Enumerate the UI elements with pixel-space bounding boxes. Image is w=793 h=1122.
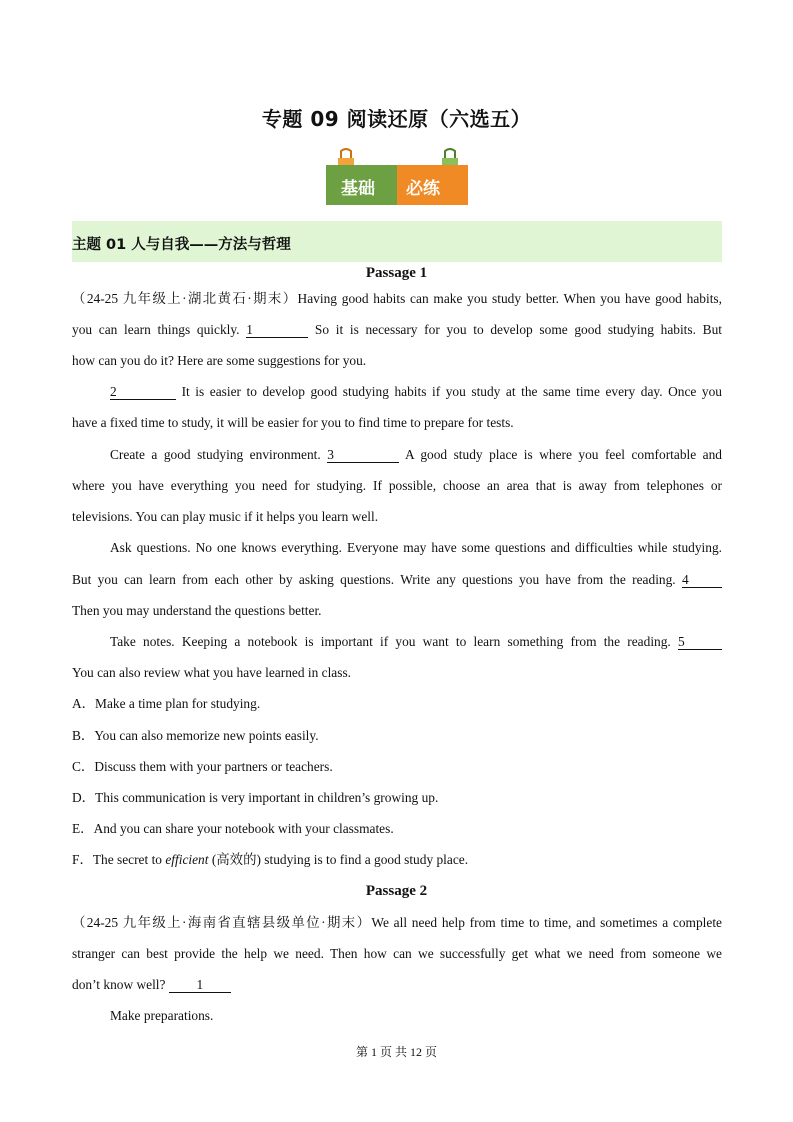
passage-1-line: Then you may understand the questions better. — [72, 603, 322, 618]
passage-1-line: how can you do it? Here are some suggestions for you. — [72, 353, 367, 368]
answer-blank[interactable]: 5 — [678, 634, 722, 650]
badge-left-label: 基础 — [341, 179, 375, 199]
page-footer: 第 1 页 共 12 页 — [355, 1045, 437, 1059]
passage-2-line: Make preparations. — [110, 1008, 214, 1023]
answer-blank[interactable]: 3 — [327, 447, 399, 463]
passage-1-line: you can learn things quickly. 1 So it is necessary for you to develop some good studying habits. But — [72, 322, 722, 337]
option-c: C．Discuss them with your partners or teachers. — [72, 759, 333, 774]
passage-1-line: Create a good studying environment. 3 A good study place is where you feel comfortable and — [110, 447, 722, 462]
option-e: E．And you can share your notebook with your classmates. — [72, 821, 394, 836]
passage-1-line: where you have everything you need for studying. If possible, choose an area that is away from telephones or — [72, 478, 722, 493]
option-f: F．The secret to efficient (高效的) studying is to find a good study place. — [72, 852, 469, 867]
passage-1-line: televisions. You can play music if it helps you learn well. — [72, 509, 379, 524]
passage-2-heading: Passage 2 — [365, 883, 428, 899]
passage-1-line: have a fixed time to study, it will be easier for you to find time to prepare for tests. — [72, 415, 514, 430]
passage-1-line: Ask questions. No one knows everything. Everyone may have some questions and difficulties while studying. — [110, 540, 722, 555]
passage-1-line: But you can learn from each other by asking questions. Write any questions you have from the reading. 4 — [72, 571, 722, 589]
answer-blank[interactable]: 2 — [110, 384, 176, 400]
option-b: B．You can also memorize new points easily. — [72, 728, 319, 743]
option-d: D．This communication is very important in children’s growing up. — [72, 790, 439, 805]
passage-2-line: stranger can best provide the help we need. Then how can we successfully get what we need from someone we — [72, 946, 722, 961]
page-title: 专题 09 阅读还原（六选五） — [261, 107, 532, 131]
passage-1-heading: Passage 1 — [365, 265, 428, 281]
section-badge — [326, 148, 468, 206]
option-a: A．Make a time plan for studying. — [72, 696, 261, 711]
passage-2-line: （24-25 九年级上·海南省直辖县级单位·期末）We all need help from time to time, and sometimes a complete — [72, 915, 722, 930]
badge-right-label: 必练 — [406, 179, 440, 199]
answer-blank[interactable]: 4 — [682, 572, 722, 588]
passage-1-line: Take notes. Keeping a notebook is important if you want to learn something from the reading. 5 — [110, 633, 722, 651]
passage-1-line: （24-25 九年级上·湖北黄石·期末）Having good habits can make you study better. When you have good habits, — [72, 291, 722, 306]
theme-title: 主题 01 人与自我——方法与哲理 — [72, 237, 291, 253]
passage-1-line: You can also review what you have learned in class. — [72, 665, 352, 680]
answer-blank[interactable]: 1 — [169, 977, 231, 993]
passage-1-line: 2 It is easier to develop good studying habits if you study at the same time every day. Once you — [110, 384, 722, 399]
answer-blank[interactable]: 1 — [246, 322, 308, 338]
passage-2-line: don’t know well? 1 — [72, 976, 722, 994]
